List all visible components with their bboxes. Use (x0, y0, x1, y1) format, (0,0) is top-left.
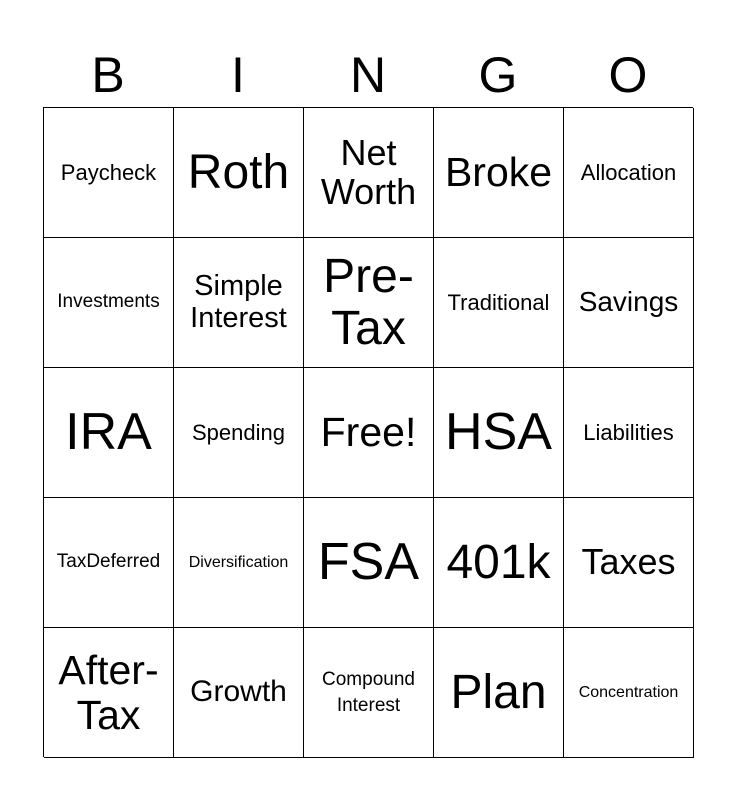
bingo-cell[interactable] (174, 628, 304, 758)
cell-label: Net Worth (320, 131, 417, 212)
cell-label: Free! (320, 409, 417, 456)
bingo-cell[interactable] (564, 108, 694, 238)
bingo-cell[interactable] (564, 368, 694, 498)
bingo-cell[interactable] (44, 628, 174, 758)
bingo-cell[interactable] (304, 628, 434, 758)
cell-label: Traditional (447, 289, 550, 315)
cell-label: Roth (187, 145, 290, 199)
header-letter-o: O (608, 47, 648, 103)
cell-label: HSA (445, 403, 552, 462)
bingo-cell[interactable] (174, 108, 304, 238)
bingo-cell[interactable] (434, 238, 564, 368)
bingo-cell[interactable] (564, 628, 694, 758)
bingo-cell[interactable] (174, 498, 304, 628)
cell-label: Plan (450, 665, 547, 719)
cell-label: Paycheck (60, 159, 157, 185)
bingo-cell[interactable] (44, 368, 174, 498)
bingo-cell[interactable] (564, 238, 694, 368)
bingo-cell[interactable] (304, 108, 434, 238)
cell-label: Savings (578, 286, 679, 318)
bingo-cell[interactable] (174, 368, 304, 498)
bingo-cell[interactable] (304, 498, 434, 628)
header-letter-i: I (231, 47, 245, 103)
cell-label: Growth (190, 675, 287, 709)
cell-label: Allocation (580, 159, 677, 185)
cell-label: Diversification (188, 553, 289, 571)
cell-label: 401k (446, 535, 551, 589)
bingo-cell[interactable] (44, 238, 174, 368)
bingo-cell[interactable] (44, 108, 174, 238)
header-letter-b: B (91, 47, 125, 103)
cell-label: FSA (317, 533, 420, 592)
bingo-cell[interactable] (434, 108, 564, 238)
bingo-cell[interactable] (304, 238, 434, 368)
cell-label: After-Tax (58, 647, 159, 738)
header-letter-n: N (349, 47, 387, 103)
cell-label: Investments (57, 291, 160, 313)
bingo-cell[interactable] (434, 368, 564, 498)
bingo-cell[interactable] (174, 238, 304, 368)
cell-label: TaxDeferred (56, 551, 161, 573)
bingo-cell[interactable] (44, 498, 174, 628)
cell-label: Taxes (581, 541, 676, 583)
bingo-cell[interactable] (434, 628, 564, 758)
bingo-cell[interactable] (434, 498, 564, 628)
cell-label: Pre-Tax (323, 249, 414, 355)
cell-label: Simple Interest (190, 270, 287, 334)
header-letter-g: G (478, 47, 518, 103)
cell-label: Compound Interest (322, 668, 415, 716)
bingo-cell[interactable] (304, 368, 434, 498)
bingo-cell[interactable] (564, 498, 694, 628)
bingo-header (43, 44, 693, 106)
cell-label: Spending (192, 419, 285, 445)
cell-label: IRA (65, 403, 152, 462)
cell-label: Liabilities (583, 419, 674, 445)
cell-label: Broke (444, 149, 553, 196)
cell-label: Concentration (578, 683, 679, 701)
bingo-board (43, 107, 693, 757)
